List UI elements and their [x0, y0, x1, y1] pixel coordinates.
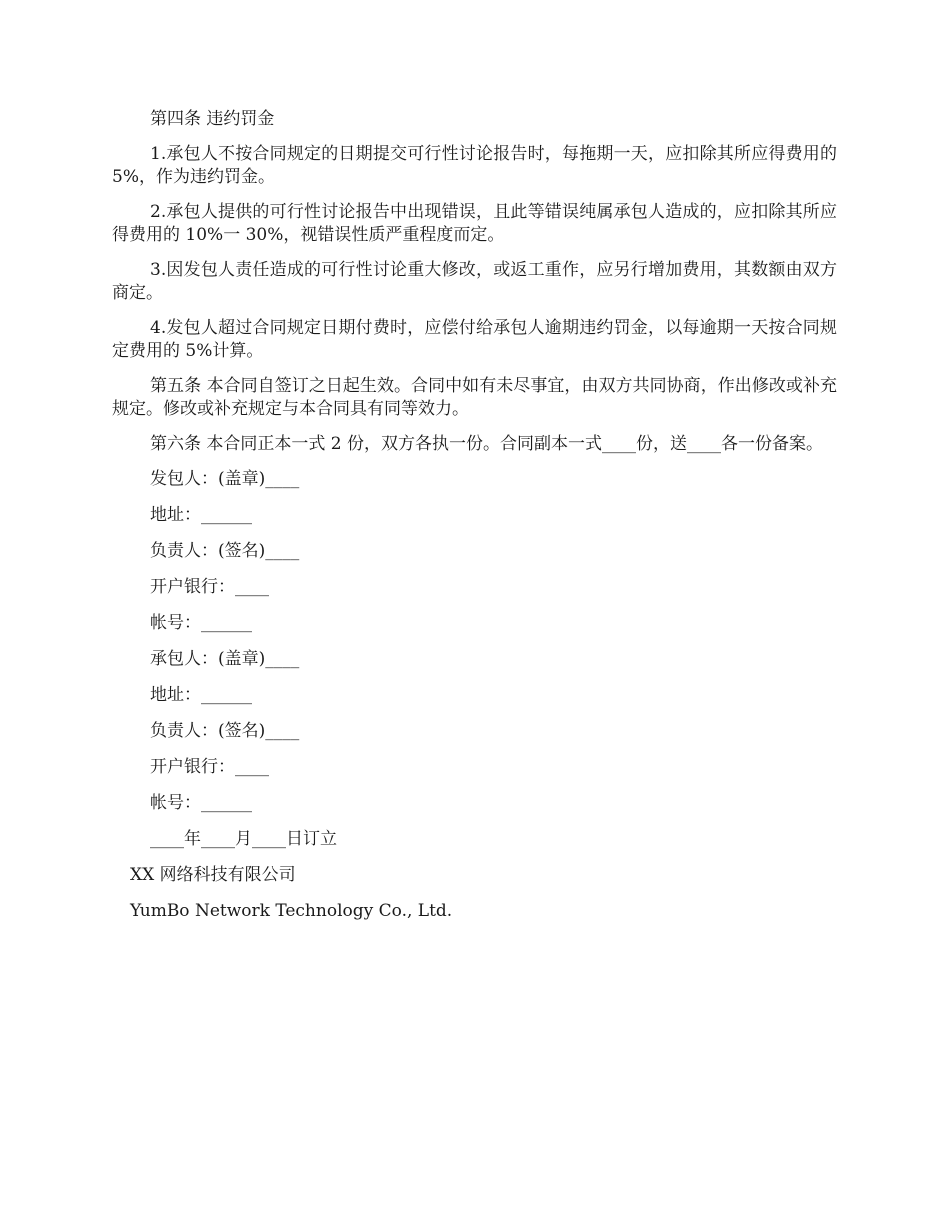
- article-4-clause-2: 2.承包人提供的可行性讨论报告中出现错误，且此等错误纯属承包人造成的，应扣除其所应得费用的 10%一 30%，视错误性质严重程度而定。: [112, 202, 837, 245]
- article-6: 第六条 本合同正本一式 2 份，双方各执一份。合同副本一式____份，送____各一份备案。: [150, 434, 824, 454]
- contractor-representative-line: 负责人：(签名)____: [150, 721, 300, 741]
- article-4-clause-3: 3.因发包人责任造成的可行性讨论重大修改，或返工重作，应另行增加费用，其数额由双方商定。: [112, 260, 837, 303]
- contractor-signature-block: [112, 648, 837, 815]
- signing-date-line: ____年____月____日订立: [150, 829, 337, 849]
- company-name-english: YumBo Network Technology Co., Ltd.: [130, 901, 453, 921]
- document-body: [112, 108, 837, 936]
- article-4-heading: 第四条 违约罚金: [150, 109, 275, 129]
- employer-representative-line: 负责人：(签名)____: [150, 541, 300, 561]
- article-4-clause-1: 1.承包人不按合同规定的日期提交可行性讨论报告时，每拖期一天，应扣除其所应得费用的 5%，作为违约罚金。: [112, 144, 837, 187]
- company-name-chinese: XX 网络科技有限公司: [130, 865, 296, 885]
- article-4-clause-4: 4.发包人超过合同规定日期付费时，应偿付给承包人逾期违约罚金，以每逾期一天按合同规定费用的 5%计算。: [112, 318, 837, 361]
- contractor-account-line: 帐号：______: [150, 793, 252, 813]
- contractor-bank-line: 开户银行：____: [150, 757, 269, 777]
- employer-party-line: 发包人：(盖章)____: [150, 469, 300, 489]
- employer-signature-block: [112, 468, 837, 635]
- employer-account-line: 帐号：______: [150, 613, 252, 633]
- employer-address-line: 地址：______: [150, 505, 252, 525]
- contractor-address-line: 地址：______: [150, 685, 252, 705]
- employer-bank-line: 开户银行：____: [150, 577, 269, 597]
- article-5: 第五条 本合同自签订之日起生效。合同中如有未尽事宜，由双方共同协商，作出修改或补充规定。修改或补充规定与本合同具有同等效力。: [112, 376, 837, 419]
- contractor-party-line: 承包人：(盖章)____: [150, 649, 300, 669]
